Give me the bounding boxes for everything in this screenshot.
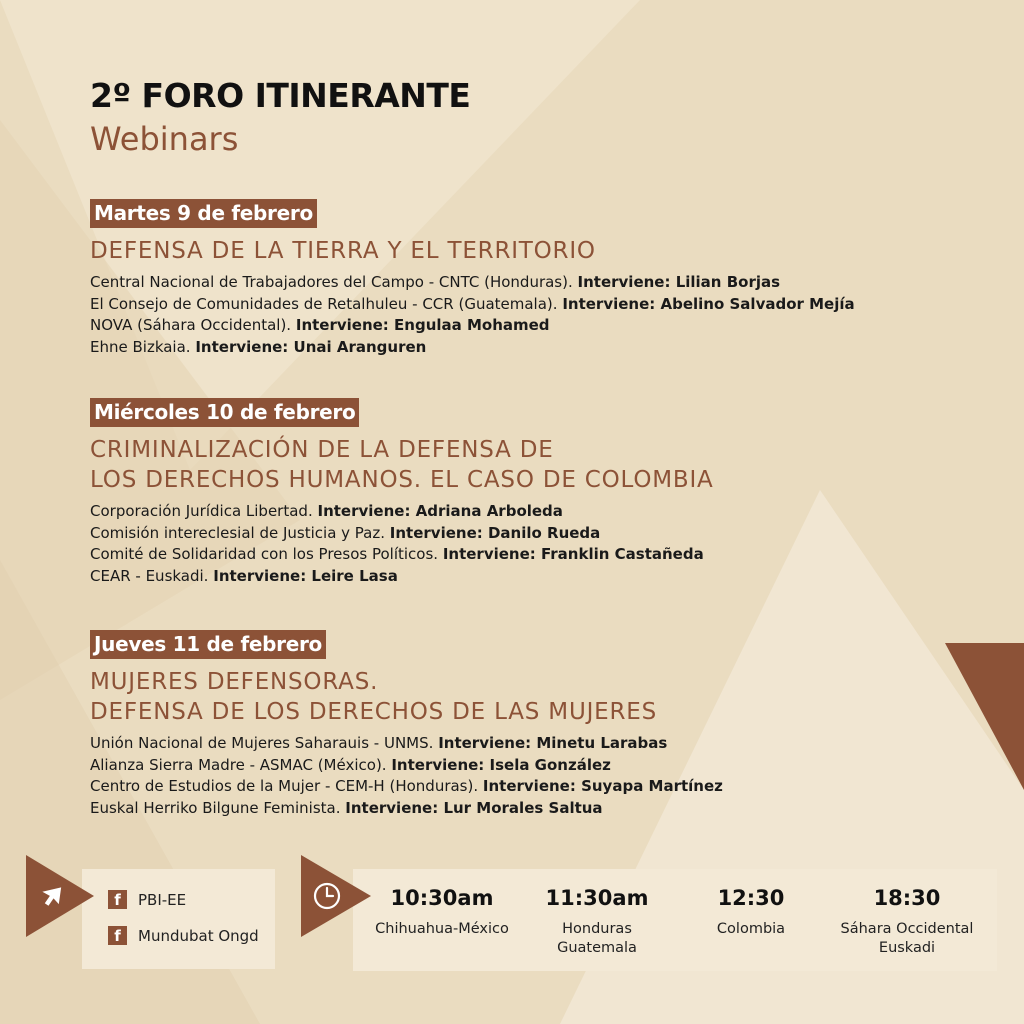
webinar-section-2 — [90, 398, 714, 588]
list-item: Ehne Bizkaia. Interviene: Unai Aranguren — [90, 338, 427, 357]
page-title: 2º FORO ITINERANTE — [90, 76, 471, 115]
list-item: Unión Nacional de Mujeres Saharauis - UNMS. Interviene: Minetu Larabas — [90, 734, 668, 752]
list-item: Corporación Jurídica Libertad. Interviene: Adriana Arboleda — [90, 502, 563, 520]
facebook-icon: f — [108, 926, 127, 945]
cursor-arrow-icon — [26, 855, 94, 937]
topic-title: MUJERES DEFENSORAS. DEFENSA DE LOS DERECHOS DE LAS MUJERES — [90, 669, 658, 725]
clock-icon — [301, 855, 371, 937]
time-slot: 11:30am Honduras Guatemala — [545, 886, 649, 956]
time-slot: 18:30 Sáhara Occidental Euskadi — [840, 886, 974, 956]
list-item: El Consejo de Comunidades de Retalhuleu - CCR (Guatemala). Interviene: Abelino Salvador Mejía — [90, 294, 855, 313]
date-badge: Jueves 11 de febrero — [90, 630, 326, 659]
page-subtitle: Webinars — [90, 120, 239, 158]
social-link-pbi[interactable]: PBI-EE — [138, 891, 187, 909]
list-item: Comisión intereclesial de Justicia y Paz. Interviene: Danilo Rueda — [90, 523, 601, 542]
social-box — [82, 869, 275, 969]
topic-title: DEFENSA DE LA TIERRA Y EL TERRITORIO — [90, 238, 596, 264]
list-item: Comité de Solidaridad con los Presos Políticos. Interviene: Franklin Castañeda — [90, 545, 704, 564]
facebook-icon: f — [108, 890, 127, 909]
list-item: Central Nacional de Trabajadores del Campo - CNTC (Honduras). Interviene: Lilian Borjas — [90, 273, 781, 291]
speaker-list — [90, 733, 723, 820]
list-item: Euskal Herriko Bilgune Feminista. Interviene: Lur Morales Saltua — [90, 799, 603, 818]
topic-title: CRIMINALIZACIÓN DE LA DEFENSA DE LOS DERECHOS HUMANOS. EL CASO DE COLOMBIA — [90, 437, 714, 493]
speaker-list — [90, 272, 855, 359]
time-slot: 12:30 Colombia — [716, 886, 786, 937]
webinar-section-3 — [90, 630, 723, 820]
list-item: Alianza Sierra Madre - ASMAC (México). Interviene: Isela González — [90, 755, 611, 774]
speaker-list — [90, 501, 714, 588]
time-slot: 10:30am Chihuahua-México — [375, 886, 509, 937]
list-item: Centro de Estudios de la Mujer - CEM-H (Honduras). Interviene: Suyapa Martínez — [90, 777, 723, 796]
list-item: CEAR - Euskadi. Interviene: Leire Lasa — [90, 567, 398, 586]
date-badge: Martes 9 de febrero — [90, 199, 317, 228]
date-badge: Miércoles 10 de febrero — [90, 398, 359, 427]
schedule-box — [353, 869, 997, 971]
list-item: NOVA (Sáhara Occidental). Interviene: Engulaa Mohamed — [90, 316, 550, 335]
webinar-section-1 — [90, 199, 855, 359]
social-link-mundubat[interactable]: Mundubat Ongd — [138, 927, 259, 945]
